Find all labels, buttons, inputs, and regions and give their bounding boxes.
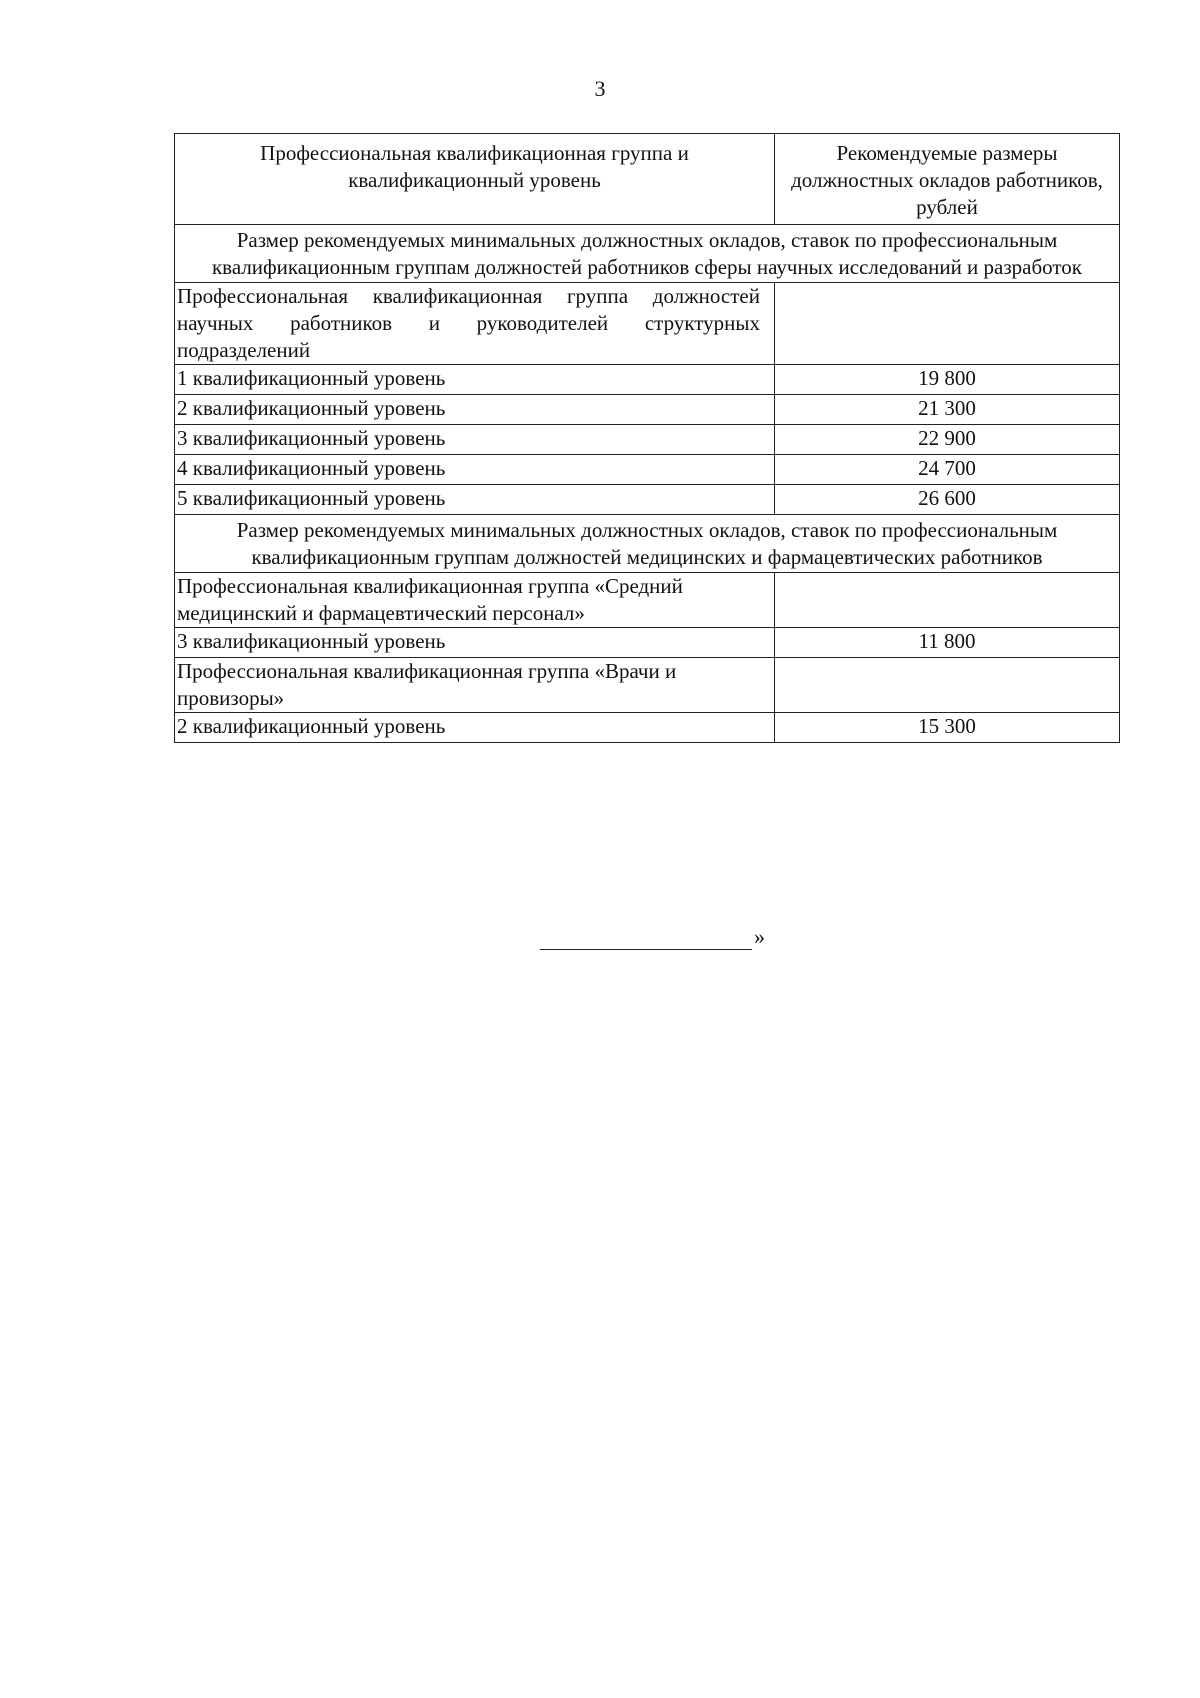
section-title: Размер рекомендуемых минимальных должностных окладов, ставок по профессиональным квалификационным группам должностей работников сферы научных исследований и разработок (175, 225, 1120, 283)
group-row (175, 573, 1120, 628)
group-value-empty (775, 573, 1120, 628)
header-cell-salary: Рекомендуемые размеры должностных окладов работников, рублей (775, 134, 1120, 225)
table-row (175, 395, 1120, 425)
table-row (175, 365, 1120, 395)
level-label: 1 квалификационный уровень (175, 365, 775, 395)
group-name: Профессиональная квалификационная группа «Врачи и провизоры» (175, 658, 775, 713)
table-row (175, 485, 1120, 515)
level-label: 3 квалификационный уровень (175, 628, 775, 658)
salary-table (174, 133, 1120, 743)
level-value: 15 300 (775, 713, 1120, 743)
closing-underline (540, 929, 752, 950)
section-row (175, 515, 1120, 573)
level-label: 4 квалификационный уровень (175, 455, 775, 485)
group-row (175, 283, 1120, 365)
table-row (175, 628, 1120, 658)
level-value: 21 300 (775, 395, 1120, 425)
section-row (175, 225, 1120, 283)
page-number: 3 (594, 76, 606, 101)
table-row (175, 455, 1120, 485)
level-label: 5 квалификационный уровень (175, 485, 775, 515)
group-name: Профессиональная квалификационная группа должностей научных работников и руководителей структурных подразделений (175, 283, 775, 365)
table-row (175, 425, 1120, 455)
group-name: Профессиональная квалификационная группа «Средний медицинский и фармацевтический персонал» (175, 573, 775, 628)
level-value: 26 600 (775, 485, 1120, 515)
table-header-row (175, 134, 1120, 225)
group-row (175, 658, 1120, 713)
level-value: 19 800 (775, 365, 1120, 395)
level-label: 3 квалификационный уровень (175, 425, 775, 455)
closing-quote: » (754, 924, 765, 949)
group-value-empty (775, 658, 1120, 713)
closing-mark (540, 924, 765, 950)
header-cell-group-level: Профессиональная квалификационная группа и квалификационный уровень (175, 134, 775, 225)
level-value: 11 800 (775, 628, 1120, 658)
group-value-empty (775, 283, 1120, 365)
level-label: 2 квалификационный уровень (175, 395, 775, 425)
table-row (175, 713, 1120, 743)
level-value: 22 900 (775, 425, 1120, 455)
level-label: 2 квалификационный уровень (175, 713, 775, 743)
level-value: 24 700 (775, 455, 1120, 485)
section-title: Размер рекомендуемых минимальных должностных окладов, ставок по профессиональным квалификационным группам должностей медицинских и фармацевтических работников (175, 515, 1120, 573)
